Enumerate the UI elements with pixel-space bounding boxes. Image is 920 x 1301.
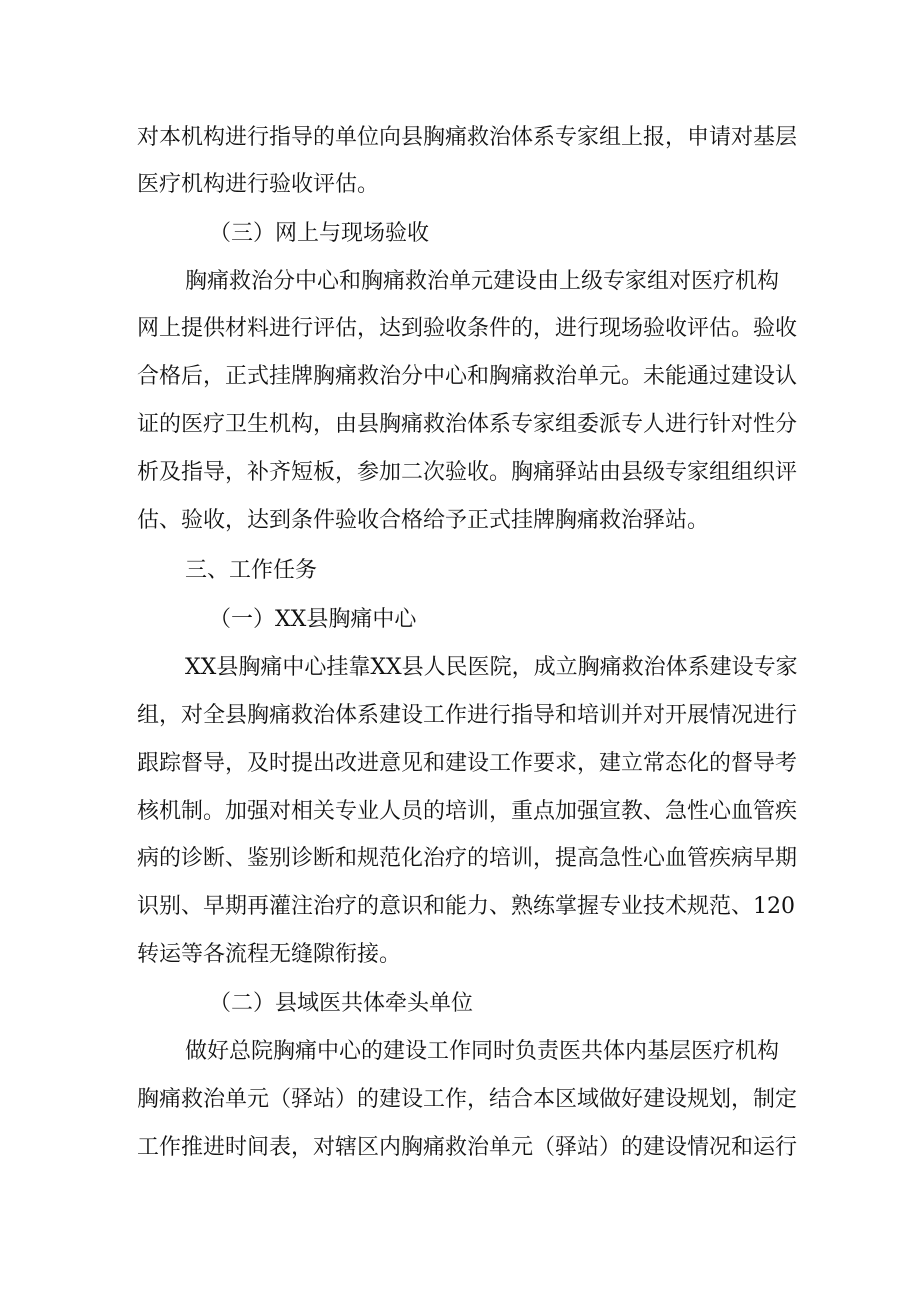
body-text-line: 病的诊断、鉴别诊断和规范化治疗的培训，提高急性心血管疾病早期 bbox=[137, 846, 798, 871]
body-text-line: 组，对全县胸痛救治体系建设工作进行指导和培训并对开展情况进行 bbox=[137, 703, 798, 728]
section-heading: （二）县域医共体牵头单位 bbox=[209, 991, 474, 1016]
section-heading: （三）网上与现场验收 bbox=[209, 221, 430, 246]
body-text-line: 识别、早期再灌注治疗的意识和能力、熟练掌握专业技术规范、120 bbox=[137, 894, 795, 919]
body-text-line: 跟踪督导，及时提出改进意见和建设工作要求，建立常态化的督导考 bbox=[137, 751, 798, 776]
body-text-line: 证的医疗卫生机构，由县胸痛救治体系专家组委派专人进行针对性分 bbox=[137, 412, 798, 437]
section-heading: （一）XX县胸痛中心 bbox=[209, 607, 417, 632]
body-text-line: 合格后，正式挂牌胸痛救治分中心和胸痛救治单元。未能通过建设认 bbox=[137, 364, 798, 389]
body-text-line: 胸痛救治单元（驿站）的建设工作，结合本区域做好建设规划，制定 bbox=[137, 1087, 798, 1112]
body-text-line: 核机制。加强对相关专业人员的培训，重点加强宣教、急性心血管疾 bbox=[137, 799, 798, 824]
body-text-line: 转运等各流程无缝隙衔接。 bbox=[137, 942, 402, 967]
body-text-line: 做好总院胸痛中心的建设工作同时负责医共体内基层医疗机构 bbox=[185, 1039, 780, 1064]
body-text-line: 胸痛救治分中心和胸痛救治单元建设由上级专家组对医疗机构 bbox=[185, 269, 780, 294]
body-text-line: 网上提供材料进行评估，达到验收条件的，进行现场验收评估。验收 bbox=[137, 316, 798, 341]
chapter-heading: 三、工作任务 bbox=[185, 558, 318, 583]
body-text-line: XX县胸痛中心挂靠XX县人民医院，成立胸痛救治体系建设专家 bbox=[185, 655, 798, 680]
body-text-line: 析及指导，补齐短板，参加二次验收。胸痛驿站由县级专家组组织评 bbox=[137, 460, 798, 485]
body-text-line: 工作推进时间表，对辖区内胸痛救治单元（驿站）的建设情况和运行 bbox=[137, 1135, 798, 1160]
body-text-line: 估、验收，达到条件验收合格给予正式挂牌胸痛救治驿站。 bbox=[137, 508, 710, 533]
body-text-line: 对本机构进行指导的单位向县胸痛救治体系专家组上报，申请对基层 bbox=[137, 125, 798, 150]
body-text-line: 医疗机构进行验收评估。 bbox=[137, 172, 380, 197]
